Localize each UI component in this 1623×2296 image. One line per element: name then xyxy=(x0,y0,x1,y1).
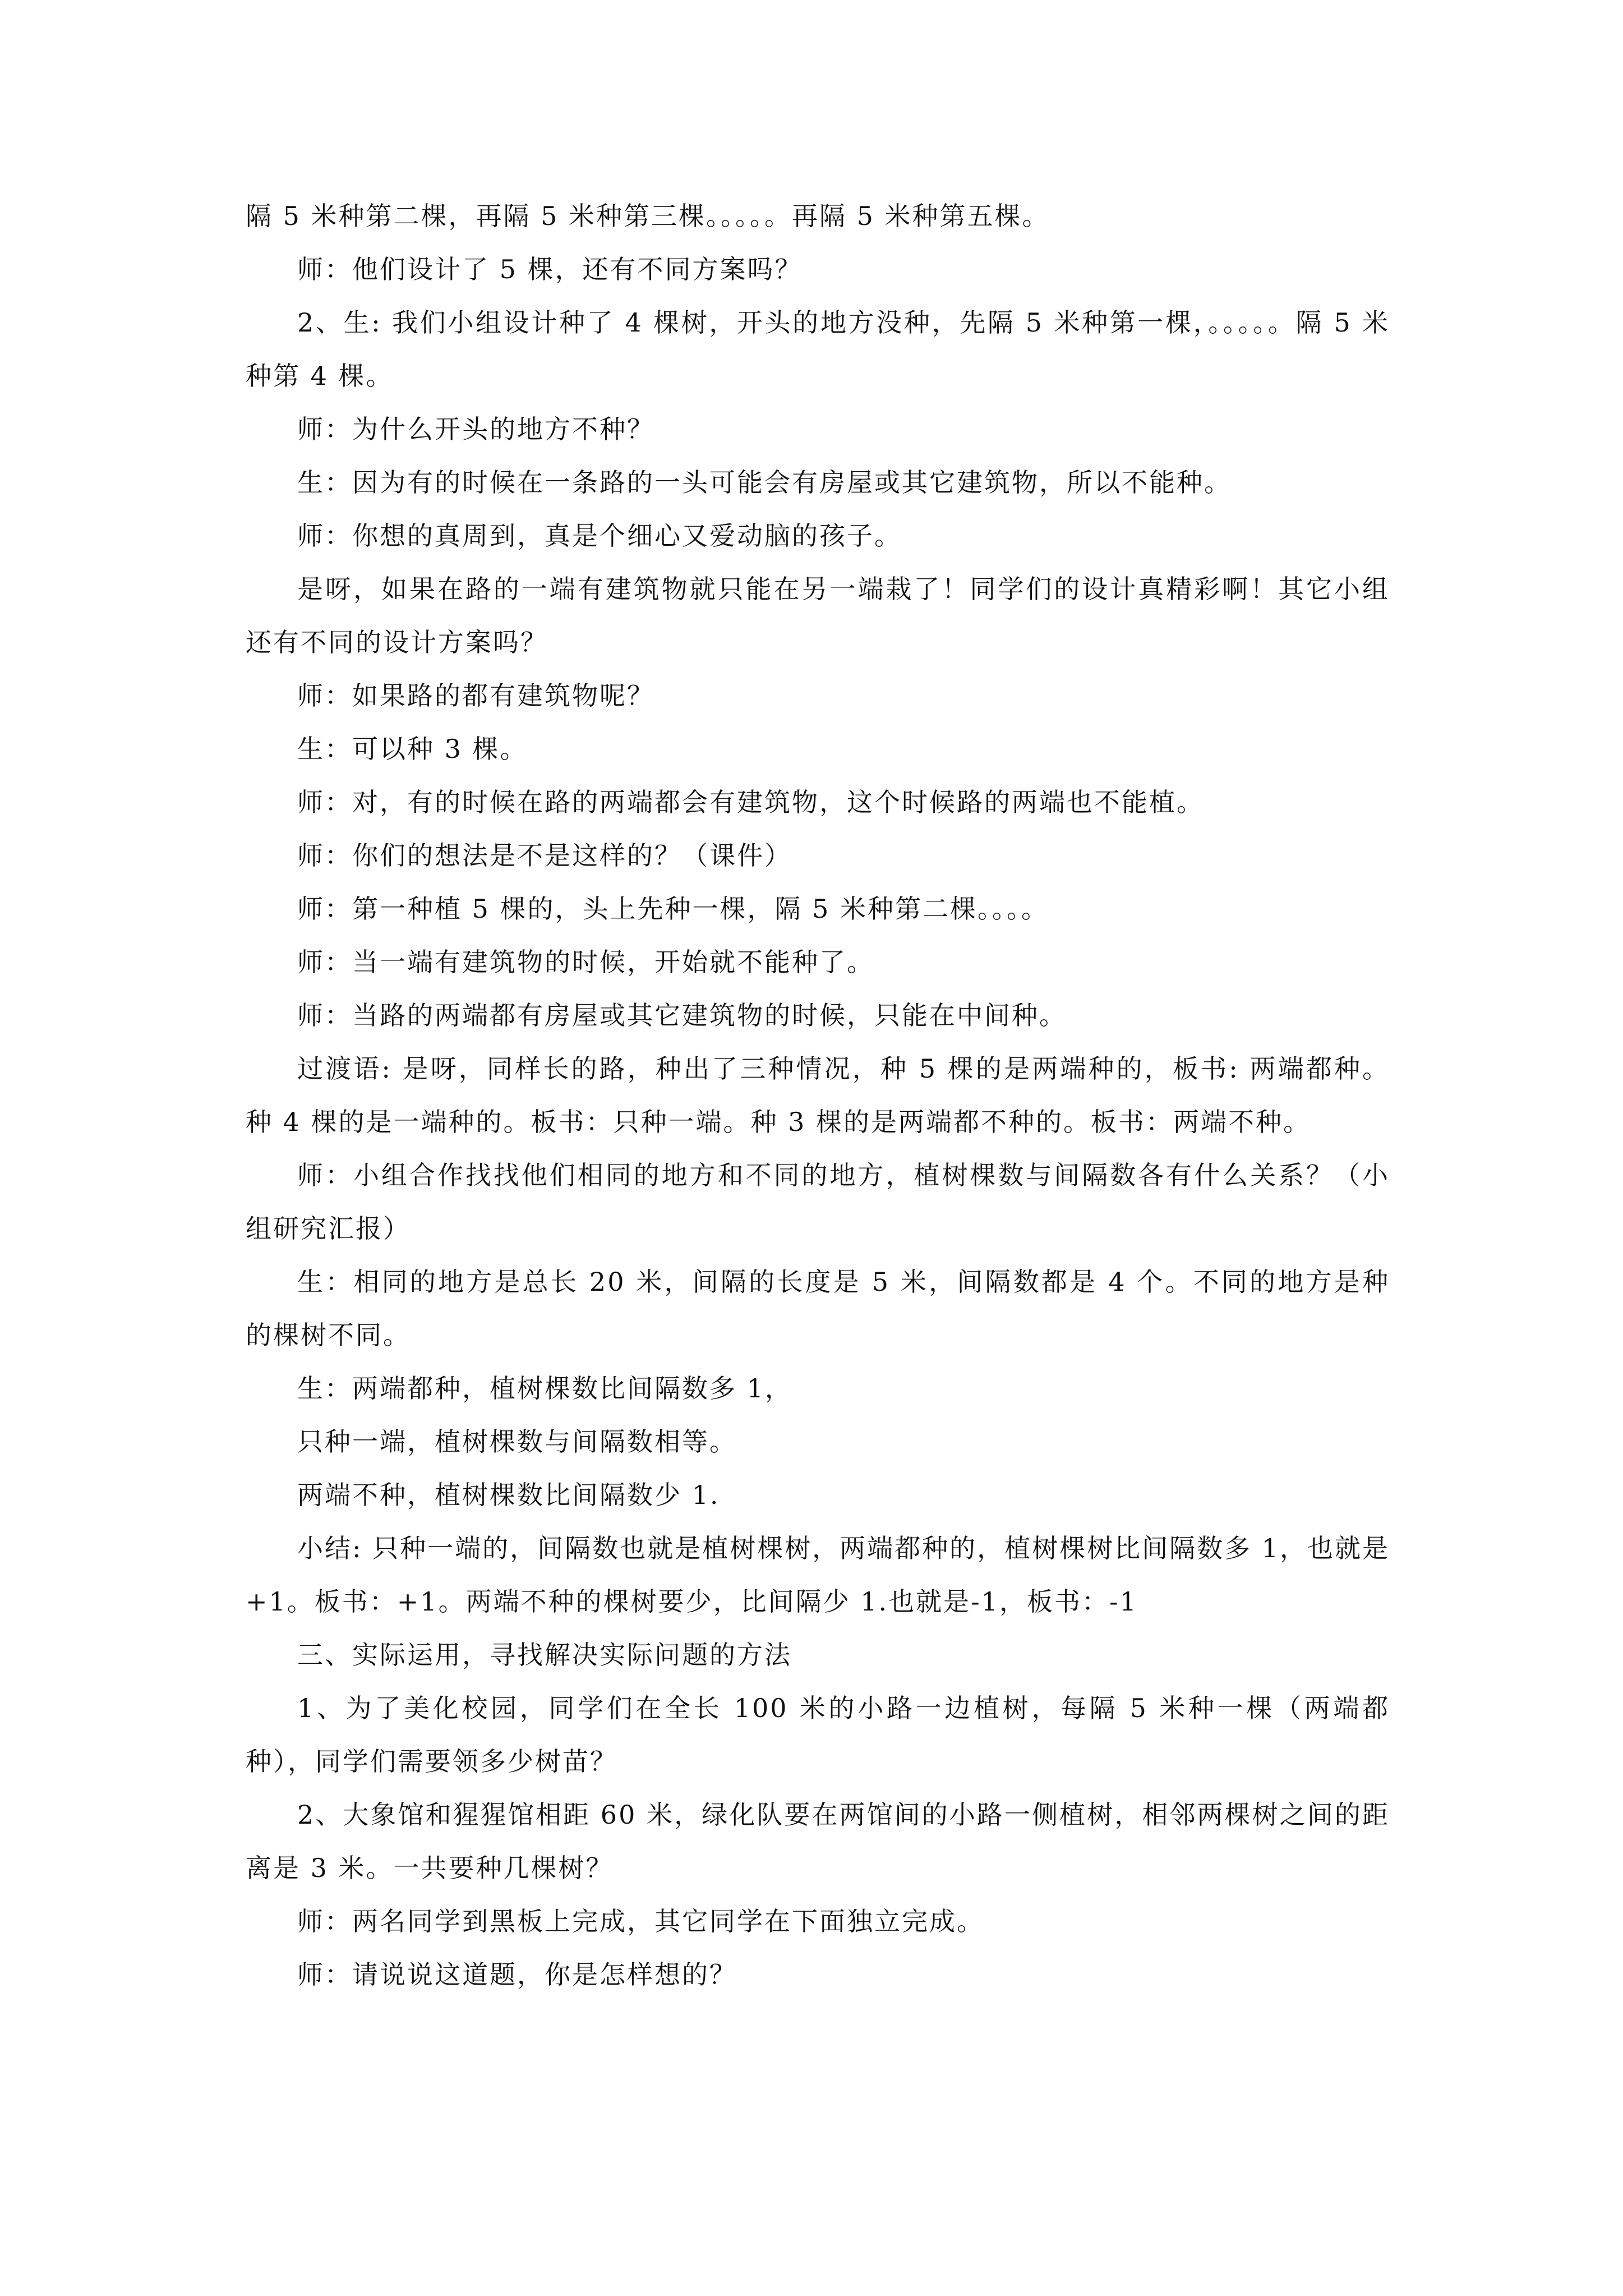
paragraph: 生：相同的地方是总长 20 米，间隔的长度是 5 米，间隔数都是 4 个。不同的地方是种的棵树不同。 xyxy=(246,1267,1390,1350)
paragraph: 师：为什么开头的地方不种？ xyxy=(297,414,654,444)
paragraph: 三、实际运用，寻找解决实际问题的方法 xyxy=(297,1640,792,1670)
paragraph: 1、为了美化校园，同学们在全长 100 米的小路一边植树，每隔 5 米种一棵（两端都种），同学们需要领多少树苗？ xyxy=(246,1693,1390,1777)
paragraph: 师：请说说这道题，你是怎样想的？ xyxy=(297,1959,737,1990)
paragraph: 师：你想的真周到，真是个细心又爱动脑的孩子。 xyxy=(297,521,902,551)
paragraph: 2、生: 我们小组设计种了 4 棵树，开头的地方没种，先隔 5 米种第一棵，。。。。。隔 5 米种第 4 棵。 xyxy=(246,307,1390,391)
paragraph: 是呀，如果在路的一端有建筑物就只能在另一端栽了！同学们的设计真精彩啊！其它小组还有不同的设计方案吗？ xyxy=(246,574,1390,657)
paragraph: 生：因为有的时候在一条路的一头可能会有房屋或其它建筑物，所以不能种。 xyxy=(297,467,1232,498)
paragraph: 隔 5 米种第二棵，再隔 5 米种第三棵。。。。。再隔 5 米种第五棵。 xyxy=(246,201,1050,231)
paragraph: 两端不种，植树棵数比间隔数少 1. xyxy=(297,1480,720,1510)
paragraph: 小结: 只种一端的，间隔数也就是植树棵树，两端都种的，植树棵树比间隔数多 1，也就是+1。板书：+1。两端不种的棵树要少，比间隔少 1.也就是-1，板书：-1 xyxy=(246,1533,1390,1617)
paragraph: 师：第一种植 5 棵的，头上先种一棵，隔 5 米种第二棵。。。。 xyxy=(297,894,1049,924)
paragraph: 生：可以种 3 棵。 xyxy=(297,734,528,764)
paragraph: 师：当一端有建筑物的时候，开始就不能种了。 xyxy=(297,947,874,977)
paragraph: 师：如果路的都有建筑物呢？ xyxy=(297,680,654,711)
paragraph: 生：两端都种，植树棵数比间隔数多 1， xyxy=(297,1373,792,1404)
paragraph: 师：小组合作找找他们相同的地方和不同的地方，植树棵数与间隔数各有什么关系？（小组研究汇报） xyxy=(246,1160,1390,1244)
paragraph: 师：他们设计了 5 棵，还有不同方案吗？ xyxy=(297,254,803,284)
paragraph: 只种一端，植树棵数与间隔数相等。 xyxy=(297,1427,737,1457)
paragraph: 师：当路的两端都有房屋或其它建筑物的时候，只能在中间种。 xyxy=(297,1000,1067,1030)
document-body xyxy=(246,190,1390,2001)
paragraph: 师：两名同学到黑板上完成，其它同学在下面独立完成。 xyxy=(297,1906,984,1936)
paragraph: 过渡语: 是呀，同样长的路，种出了三种情况，种 5 棵的是两端种的，板书: 两端都种。种 4 棵的是一端种的。板书：只种一端。种 3 棵的是两端都不种的。板书：两端不种。 xyxy=(246,1053,1390,1137)
paragraph: 师：你们的想法是不是这样的？（课件） xyxy=(297,840,792,871)
paragraph: 2、大象馆和猩猩馆相距 60 米，绿化队要在两馆间的小路一侧植树，相邻两棵树之间的距离是 3 米。一共要种几棵树？ xyxy=(246,1800,1390,1883)
paragraph: 师：对，有的时候在路的两端都会有建筑物，这个时候路的两端也不能植。 xyxy=(297,787,1204,817)
